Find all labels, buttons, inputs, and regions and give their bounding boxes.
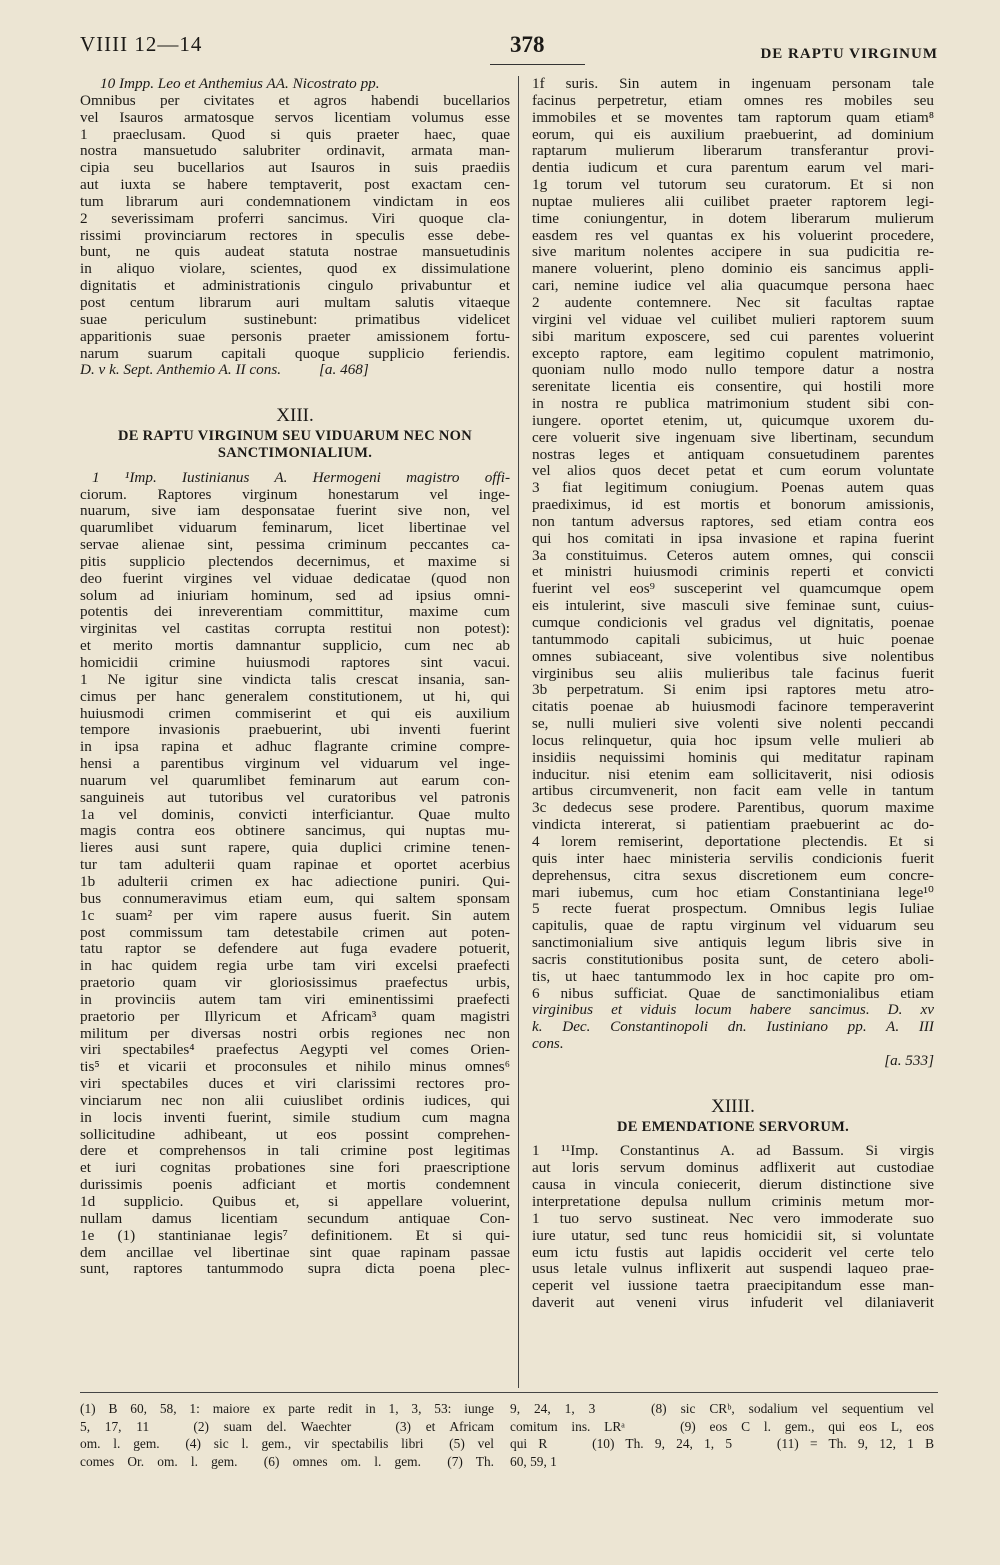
text-line: cere voluerit sive ingenuam sive libertinam, secundum (532, 429, 934, 446)
text-line: 1f suris. Sin autem in ingenuam personam tale (532, 76, 934, 92)
right-column (532, 76, 934, 1312)
running-header (80, 22, 938, 62)
text-line: lieres ausi sunt rapere, quia duplici crimine tenen- (80, 840, 510, 857)
text-line: nostras leges et antiquam consuetudinem parentes (532, 446, 934, 463)
text-line: dere et comprehensos in tali crimine post legitimas (80, 1143, 510, 1160)
text-line: sibi maritum exposcere, sed cui parentes voluerint (532, 328, 934, 345)
text-line: militum per diversas nostri orbis regiones nec non (80, 1025, 510, 1042)
text-line: sive maritum nolentes accipere in sua pudicitia re- (532, 244, 934, 261)
text-line: sanguineis aut tutoribus vel curatoribus vel patronis (80, 789, 510, 806)
text-line: vel alios quos decet petat et cum eorum voluntate (532, 463, 934, 480)
text-line: iungere. oportet etenim, ut, quicumque uxorem du- (532, 412, 934, 429)
text-line: cipia seu bucellarios aut Isauros in suis praediis (80, 160, 510, 177)
text-line: causa in vincula coniecerit, dierum distinctione sive (532, 1177, 934, 1194)
section-number: XIIII. (711, 1095, 755, 1117)
text-line: pitis supplicio plectendos decernimus, et maxime si (80, 553, 510, 570)
section-title: SANCTIMONIALIUM. (217, 444, 373, 461)
text-line: 5 recte fuerat prospectum. Omnibus legis Iuliae (532, 901, 934, 918)
text-line: 1b adulterii crimen ex hac adiectione puniri. Qui- (80, 873, 510, 890)
header-book-reference: VIIII 12—14 (80, 32, 203, 56)
text-line: serenitate licentia eis consentire, qui hostili more (532, 379, 934, 396)
left-column (80, 76, 510, 1278)
text-line: in provinciis autem tam viri eminentissimi praefecti (80, 991, 510, 1008)
spacer (532, 1070, 934, 1087)
text-line: nostra mansuetudo salubriter ordinavit, armata man- (80, 143, 510, 160)
text-line: hensi a parentibus virginum vel viduarum vel inge- (80, 756, 510, 773)
text-line: cari, nemine iudice vel alia quacumque persona haec (532, 278, 934, 295)
text-line: D. v k. Sept. Anthemio A. II cons. [a. 468] (80, 362, 369, 379)
text-line: cons. (532, 1036, 564, 1053)
text-line: 1d supplicio. Quibus et, si appellare voluerint, (80, 1194, 510, 1210)
text-line: servae alienae sint, pessima criminum peccantes ca- (80, 537, 510, 554)
text-line: usus letale vulnus inflixerit aut suspendi laqueo prae- (532, 1261, 934, 1278)
text-line: potentis dei inreverentiam committitur, maxime cum (80, 604, 510, 621)
text-line: dignitatis et administrationis cingulo privabuntur et (80, 278, 510, 295)
text-line: eorum, qui eis auxilium praebuerint, ad dominium (532, 126, 934, 143)
text-line: in hac quidem regia urbe tam viri excelsi praefecti (80, 958, 510, 975)
text-line: tum librarum auri condemnationem vindictam in eos (80, 193, 510, 210)
text-line: post centum librarum auri multam salutis vitaeque (80, 294, 510, 311)
footnote-line: qui R (10) Th. 9, 24, 1, 5 (11) = Th. 9, 12, 1 B (510, 1436, 934, 1451)
footnote-line: 9, 24, 1, 3 (8) sic CRᵇ, sodalium vel sequentium vel (510, 1401, 934, 1416)
text-line: nullam damus licentiam secundum antiquae Con- (80, 1210, 510, 1227)
text-line: 1 tuo servo sustineat. Nec vero immoderate suo (532, 1210, 934, 1227)
text-line: 2 severissimam proferri sancimus. Viri quoque cla- (80, 210, 510, 227)
text-line: sacris constitutionibus posita sunt, de cetero aboli- (532, 951, 934, 968)
text-line: in aliquo violare, scientes, quod ex dissimulatione (80, 261, 510, 278)
text-line: in nostra re publica matrimonium student sibi con- (532, 396, 934, 413)
text-line: vel Isauros armatosque servos licentiam volumus esse (80, 109, 510, 126)
text-line: praetorio per Illyricum et Africam³ quam magistri (80, 1008, 510, 1025)
text-line: sanctimonialium sive antiquis legum libris sive in (532, 935, 934, 952)
text-line: interpretatione depulsa nullum criminis metum mor- (532, 1194, 934, 1210)
text-line: sollicitudine adhibeant, ut eos possint comprehen- (80, 1126, 510, 1143)
text-line: sunt, raptores tantummodo supra dicta poena plec- (80, 1261, 510, 1278)
text-line: quis inter haec ministeria servilis condicionis fuerit (532, 850, 934, 867)
text-line: 10 Impp. Leo et Anthemius AA. Nicostrato pp. (100, 76, 380, 92)
text-line: inducitur. nisi etenim eam sollicitaverit, nisi odiosis (532, 766, 934, 783)
text-line: deprehensus, citra sexus discretionem eum concre- (532, 867, 934, 884)
text-line: excepto raptore, eam legitimo copulent matrimonio, (532, 345, 934, 362)
text-line: solum ad iniuriam hominum, sed ad ipsius omni- (80, 587, 510, 604)
text-line: 3c dedecus sese prodere. Parentibus, quorum maxime (532, 800, 934, 817)
text-line: dem ancillae vel libertinae sint quae rapinam passae (80, 1244, 510, 1261)
text-line: quoniam nullo modo nullo tempore datur a nostra (532, 362, 934, 379)
text-line: 3a constituimus. Ceteros autem omnes, qui conscii (532, 547, 934, 564)
text-line: aut iuxta se habere temptaverit, post exactam cen- (80, 177, 510, 194)
text-line: et iuri cognitas probationes sine fori praescriptione (80, 1160, 510, 1177)
text-line: nuptae mulieres alii cuilibet praeter raptorem legi- (532, 193, 934, 210)
footnote-line: 60, 59, 1 (510, 1453, 557, 1469)
text-line: deo fuerint virgines vel viduae dedicatae (quod non (80, 570, 510, 587)
text-line: non tantum adversus raptores, sed etiam contra eos (532, 513, 934, 530)
text-line: 1 Ne igitur sine vindicta talis crescat insania, san- (80, 671, 510, 688)
text-line: in ipsa rapina et adhuc flagrante crimine compre- (80, 739, 510, 756)
footnote-rule (80, 1392, 938, 1393)
text-line: k. Dec. Constantinopoli dn. Iustiniano pp. A. III (532, 1019, 934, 1036)
text-line: apparitionis suae personis praeter amissionem fortu- (80, 328, 510, 345)
text-line: viri spectabiles⁴ praefectus Aegypti vel comes Orien- (80, 1042, 510, 1059)
page-number-rule (490, 64, 585, 65)
text-line: tantummodo capitali subicimus, ut huic poenae (532, 631, 934, 648)
text-line: 1g torum vel tutorum seu curatorum. Et si non (532, 177, 934, 194)
text-line: dentia iudicum et cura parentum earum vel mari- (532, 160, 934, 177)
text-line: locus relinquetur, quia hoc ipsum velle mulieri ab (532, 732, 934, 749)
footnotes-left (80, 1400, 494, 1470)
text-line: narum suarum capitali quoque supplicio feriendis. (80, 345, 510, 362)
text-line: virgini vel viduae vel cuilibet mulieri raptorem suum (532, 311, 934, 328)
text-line: daverit aut veneni virus infuderit vel dilaniaverit (532, 1295, 934, 1312)
text-line: facinus perpetretur, etiam omnes res mobiles seu (532, 92, 934, 109)
text-line: quarumlibet viduarum feminarum, licet libertinae vel (80, 520, 510, 537)
footnotes-right (510, 1400, 934, 1470)
footnote-line: comitum ins. LRᵃ (9) eos C l. gem., qui eos L, eos (510, 1418, 934, 1434)
text-line: mari iubemus, cum hoc etiam Constantiniana lege¹⁰ (532, 884, 934, 901)
text-line: time coniungentur, in dotem liberarum mulierum (532, 210, 934, 227)
text-line: suae periculum sustinebunt: primatibus videlicet (80, 311, 510, 328)
footnote-line: (1) B 60, 58, 1: maiore ex parte redit in 1, 3, 53: iunge (80, 1401, 494, 1416)
text-line: tis⁵ et vicarii et proconsules et nihilo minus omnes⁶ (80, 1059, 510, 1076)
text-line: homicidii crimine huiusmodi raptores sint vacui. (80, 655, 510, 671)
text-line: 3b perpetratum. Si enim ipsi raptores metu atro- (532, 682, 934, 699)
text-line: virginibus seu aliis mulieribus tale facinus fuerit (532, 665, 934, 682)
text-line: fuerint vel eos⁹ susceperint vel quamcumque opem (532, 581, 934, 598)
text-line: bunt, ne quis audeat statuta nostrae mansuetudinis (80, 244, 510, 261)
text-line: immobiles et se moventes tam raptorum quam etiam⁸ (532, 109, 934, 126)
text-line: 1 ¹¹Imp. Constantinus A. ad Bassum. Si virgis (532, 1143, 934, 1160)
text-line: artibus circumvenerit, non facit eam velle in tantum (532, 783, 934, 800)
text-line: huiusmodi crimen commiserint et qui eis auxilium (80, 705, 510, 722)
text-line: easdem res vel quantas ex his voluerint procedere, (532, 227, 934, 244)
text-line: insidiis nequissimi hominis qui meditatur rapinam (532, 749, 934, 766)
text-line: virginitas vel castitas corrupta restitui non potest): (80, 621, 510, 638)
text-line: magis contra eos obtinere sancimus, qui nuptas mu- (80, 823, 510, 840)
text-line: se, nulli mulieri sive volenti sive nolenti peccandi (532, 716, 934, 733)
date-line: [a. 533] (884, 1052, 934, 1069)
text-line: nuarum, sive iam desponsatae fuerint sive non, vel (80, 503, 510, 520)
text-line: praetorio quam vir gloriosissimus praefectus urbis, (80, 975, 510, 992)
text-line: eis intulerint, sive masculi sive feminae sunt, cuius- (532, 598, 934, 615)
text-line: 2 audente contemnere. Nec sit facultas raptae (532, 294, 934, 311)
text-line: raptarum mulierum liberarum transferantur provi- (532, 143, 934, 160)
text-line: cumque condicionis vel gradus vel dignitatis, poenae (532, 615, 934, 631)
text-line: in locis inventi fuerint, simile studium cum magna (80, 1109, 510, 1126)
text-line: durissimis poenis adficiant et mortis condemnent (80, 1177, 510, 1194)
text-line: 4 lorem remiserint, deportatione plectendis. Et si (532, 833, 934, 850)
text-line: aut loris servum dominus adflixerit aut custodiae (532, 1160, 934, 1177)
footnote-line: om. l. gem. (4) sic l. gem., vir spectabilis libri (5) vel (80, 1436, 494, 1451)
text-line: tur tam adulterii quam rapinae et oportet acerbius (80, 857, 510, 874)
text-line: manere voluerint, pleno dominio eis sancimus appli- (532, 261, 934, 278)
footnote-line: 5, 17, 11 (2) suam del. Waechter (3) et Africam (80, 1418, 494, 1434)
text-line: ciorum. Raptores virginum honestarum vel inge- (80, 486, 510, 503)
text-line: eum ictu fustis aut lapidis occiderit vel certe telo (532, 1244, 934, 1261)
text-line: 1e (1) stantinianae legis⁷ definitionem. Et si qui- (80, 1227, 510, 1244)
text-line: Omnibus per civitates et agros habendi bucellarios (80, 92, 510, 109)
column-divider (518, 76, 519, 1388)
text-line: post commissum tam detestabile crimen aut poten- (80, 924, 510, 941)
text-line: 1 ¹Imp. Iustinianus A. Hermogeni magistro offi- (92, 469, 510, 486)
text-line: vindicta intererat, si patientiam praebuerint ac do- (532, 817, 934, 834)
text-line: viri spectabiles duces et viri clarissimi rectores pro- (80, 1076, 510, 1093)
text-line: 6 nibus sufficiat. Quae de sanctimonialibus etiam (532, 985, 934, 1002)
text-line: bus connumeravimus etiam eum, qui saltem sponsam (80, 890, 510, 907)
text-line: ceperit vel iussione taetra praecipitandum esse man- (532, 1278, 934, 1295)
text-line: virginibus et viduis locum habere sancimus. D. xv (532, 1002, 934, 1019)
text-line: 1 praeclusam. Quod si quis praeter haec, quae (80, 126, 510, 143)
text-line: et merito mortis damnantur supplicio, cum nec ab (80, 638, 510, 655)
text-line: iure utatur, sed tunc reus homicidii sit, si voluntate (532, 1227, 934, 1244)
spacer (80, 379, 510, 396)
text-line: capitulis, quae de raptu virginum vel viduarum seu (532, 918, 934, 935)
section-title: DE RAPTU VIRGINUM SEU VIDUARUM NEC NON (117, 428, 473, 445)
text-line: praediximus, id est mortis et bonorum amissionis, (532, 497, 934, 514)
header-title: DE RAPTU VIRGINUM (760, 46, 938, 62)
text-line: nuarum vel quarumlibet feminarum aut earum con- (80, 772, 510, 789)
text-line: vinciarum nec non alii cuiuslibet ordinis iudices, qui (80, 1092, 510, 1109)
section-number: XIII. (276, 405, 314, 427)
footnote-line: comes Or. om. l. gem. (6) omnes om. l. gem. (7) Th. (80, 1453, 494, 1469)
text-line: 1c suam² per vim rapere ausus fuerit. Sin autem (80, 907, 510, 924)
text-line: citatis poenae ab huiusmodi facinore temperaverint (532, 699, 934, 716)
text-line: 1a vel dominis, convicti interficiantur. Quae multo (80, 806, 510, 823)
text-line: et ministri huiusmodi criminis reperti et convicti (532, 564, 934, 581)
text-line: tis, ut haec tantummodo lex in hoc capite pro om- (532, 968, 934, 985)
section-title: DE EMENDATIONE SERVORUM. (616, 1118, 850, 1135)
text-line: tatu raptor se defendere aut fuga evadere potuerit, (80, 941, 510, 958)
page-number: 378 (510, 32, 545, 57)
text-line: cimus per hanc generalem constitutionem, ut hi, qui (80, 688, 510, 705)
text-line: rissimi provinciarum rectores in speculis esse debe- (80, 227, 510, 244)
text-line: qui hos comitati in ipsa invasione et rapina fuerint (532, 530, 934, 547)
text-line: omnes subiaceant, sive volentibus sive nolentibus (532, 648, 934, 665)
text-line: tempore invasionis praebuerint, ubi inventi fuerint (80, 722, 510, 739)
text-line: 3 fiat legitimum coniugium. Poenas autem quas (532, 480, 934, 497)
